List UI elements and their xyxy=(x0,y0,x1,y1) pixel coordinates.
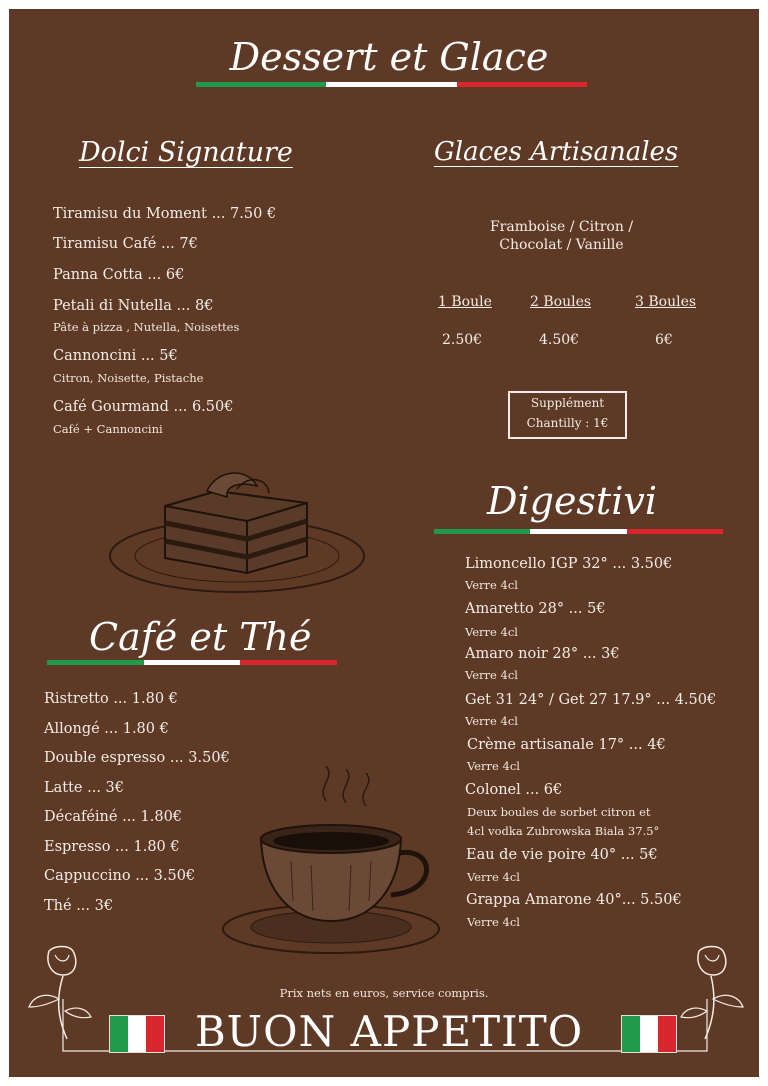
footer-slogan: BUON APPETITO xyxy=(194,1007,584,1056)
digestivi-item-6-sub: Deux boules de sorbet citron et xyxy=(467,805,651,819)
digestivi-item-4: Get 31 24° / Get 27 17.9° ... 4.50€ xyxy=(465,692,717,708)
price-note: Prix nets en euros, service compris. xyxy=(279,986,489,1000)
cafe-item-5: Décaféiné ... 1.80€ xyxy=(44,809,183,825)
digestivi-item-3: Amaro noir 28° ... 3€ xyxy=(465,646,620,662)
digestivi-item-3-sub: Verre 4cl xyxy=(465,668,518,682)
cafe-item-1: Ristretto ... 1.80 € xyxy=(44,691,178,707)
digestivi-item-1-sub: Verre 4cl xyxy=(465,578,518,592)
dolci-item-3: Panna Cotta ... 6€ xyxy=(53,267,185,283)
cafe-item-2: Allongé ... 1.80 € xyxy=(44,721,169,737)
dolci-item-5: Cannoncini ... 5€ xyxy=(53,348,178,364)
digestivi-item-6: Colonel ... 6€ xyxy=(465,782,563,798)
cafe-flag-stripe xyxy=(47,660,337,665)
cafe-item-4: Latte ... 3€ xyxy=(44,780,125,796)
dolci-heading: Dolci Signature xyxy=(79,137,293,168)
cafe-item-3: Double espresso ... 3.50€ xyxy=(44,750,230,766)
coffee-cup-sketch xyxy=(221,761,451,961)
glace-col-2-price: 4.50€ xyxy=(539,332,580,348)
glace-col-2-label: 2 Boules xyxy=(530,294,592,310)
digestivi-flag-stripe xyxy=(434,529,723,534)
digestivi-item-2-sub: Verre 4cl xyxy=(465,625,518,639)
cafe-item-7: Cappuccino ... 3.50€ xyxy=(44,868,196,884)
dolci-item-1: Tiramisu du Moment ... 7.50 € xyxy=(53,206,277,222)
dolci-item-6-sub: Café + Cannoncini xyxy=(53,422,163,436)
glaces-heading: Glaces Artisanales xyxy=(434,137,679,167)
cafe-item-6: Espresso ... 1.80 € xyxy=(44,839,180,855)
dolci-item-4: Petali di Nutella ... 8€ xyxy=(53,298,214,314)
digestivi-item-6-sub2: 4cl vodka Zubrowska Biala 37.5° xyxy=(467,824,660,838)
glaces-flavors-line1: Framboise / Citron / xyxy=(489,219,634,235)
digestivi-item-7: Eau de vie poire 40° ... 5€ xyxy=(466,847,658,863)
digestivi-item-4-sub: Verre 4cl xyxy=(465,714,518,728)
digestivi-item-2: Amaretto 28° ... 5€ xyxy=(465,601,606,617)
glace-col-3-price: 6€ xyxy=(655,332,673,348)
digestivi-item-1: Limoncello IGP 32° ... 3.50€ xyxy=(465,556,673,572)
cafe-item-8: Thé ... 3€ xyxy=(44,898,114,914)
dolci-item-4-sub: Pâte à pizza , Nutella, Noisettes xyxy=(53,320,240,334)
digestivi-item-5-sub: Verre 4cl xyxy=(467,759,520,773)
italian-flag-icon xyxy=(109,1015,165,1053)
italian-flag-icon-right xyxy=(621,1015,677,1053)
page-title: Dessert et Glace xyxy=(229,35,549,79)
glaces-flavors-line2: Chocolat / Vanille xyxy=(499,237,624,253)
digestivi-item-8-sub: Verre 4cl xyxy=(467,915,520,929)
tiramisu-sketch xyxy=(107,461,377,601)
supplement-line1: Supplément xyxy=(530,396,605,410)
supplement-box xyxy=(508,391,627,439)
cafe-heading: Café et Thé xyxy=(89,615,312,659)
glace-col-3-label: 3 Boules xyxy=(635,294,697,310)
dolci-item-5-sub: Citron, Noisette, Pistache xyxy=(53,371,204,385)
dolci-item-2: Tiramisu Café ... 7€ xyxy=(53,236,198,252)
title-flag-stripe xyxy=(196,82,587,87)
digestivi-item-8: Grappa Amarone 40°... 5.50€ xyxy=(466,892,682,908)
supplement-line2: Chantilly : 1€ xyxy=(526,416,609,430)
dolci-item-6: Café Gourmand ... 6.50€ xyxy=(53,399,234,415)
glace-col-1-price: 2.50€ xyxy=(442,332,483,348)
menu-page xyxy=(9,9,759,1077)
digestivi-item-7-sub: Verre 4cl xyxy=(467,870,520,884)
digestivi-heading: Digestivi xyxy=(487,479,657,523)
digestivi-item-5: Crème artisanale 17° ... 4€ xyxy=(467,737,666,753)
glace-col-1-label: 1 Boule xyxy=(438,294,492,310)
